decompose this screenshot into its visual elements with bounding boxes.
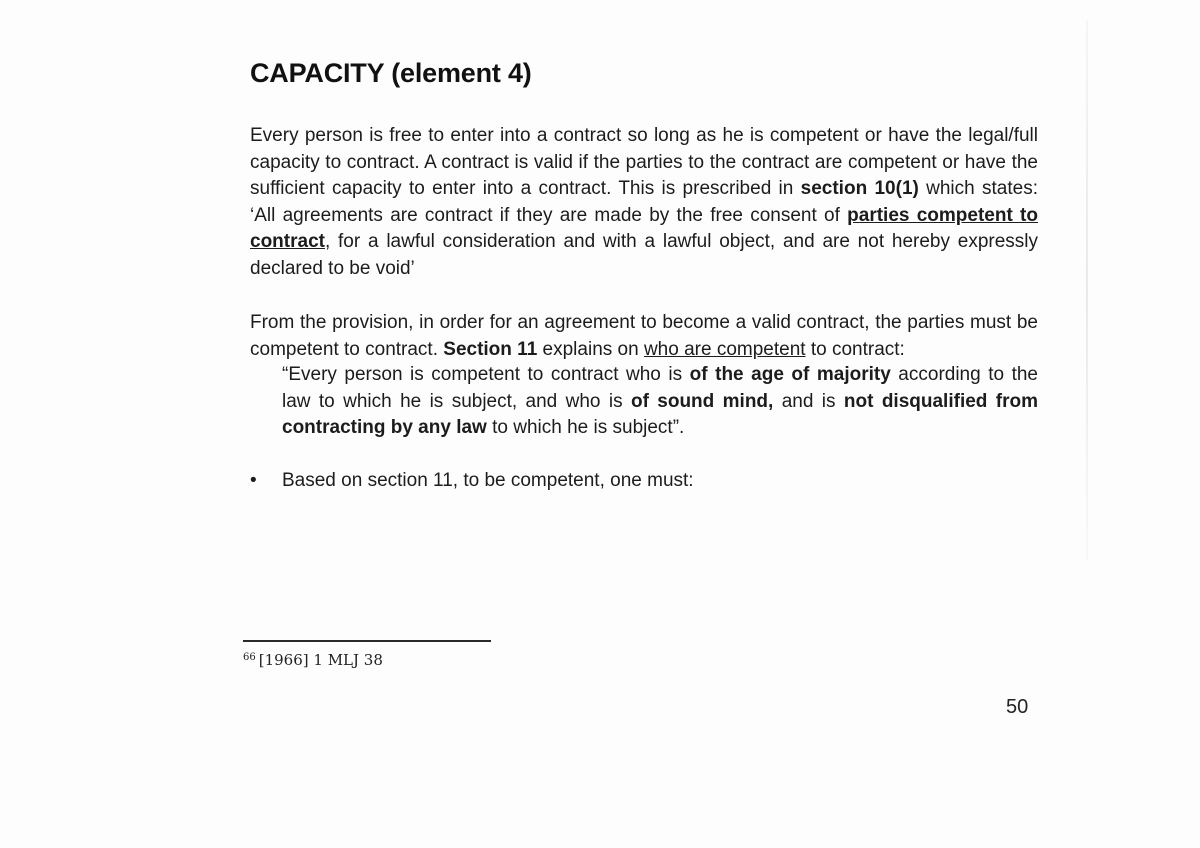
paragraph-text: which states: ‘All agreements are contract if they are made by the free consent of — [250, 178, 1038, 226]
page-heading: CAPACITY (element 4) — [250, 58, 532, 88]
bullet-item — [250, 468, 694, 494]
paragraph-text: explains on — [537, 338, 644, 360]
section-reference: Section 11 — [443, 338, 538, 360]
quote-text: to which he is subject”. — [486, 417, 685, 439]
quote-emphasis: not disqualified from contracting by any law — [282, 390, 1038, 439]
footnote-text: [1966] 1 MLJ 38 — [258, 651, 383, 669]
section-reference: section 10(1) — [800, 178, 919, 200]
quote-emphasis: of sound mind, — [630, 390, 774, 412]
footnote-divider — [243, 640, 491, 642]
footnote-marker: 66 — [243, 652, 256, 663]
bullet-dot-icon: • — [250, 470, 257, 491]
underlined-phrase: parties competent to contract — [250, 204, 1038, 253]
scan-edge-shadow — [1086, 20, 1088, 560]
bullet-text: Based on section 11, to be competent, one must: — [282, 470, 694, 491]
paragraph-text: to contract: — [805, 338, 905, 360]
quote-text: “Every person is competent to contract who is — [282, 364, 690, 385]
paragraph-text: From the provision, in order for an agreement to become a valid contract, the parties must be competent to contract. — [250, 312, 1038, 360]
underlined-phrase: who are competent — [643, 338, 806, 360]
footnote — [243, 651, 383, 669]
page-number: 50 — [1006, 696, 1029, 718]
section-11-quote — [282, 362, 1038, 442]
paragraph-capacity-intro — [250, 123, 1038, 283]
quote-emphasis: of the age of majority — [689, 364, 891, 385]
quote-text: and is — [773, 390, 844, 412]
quote-text: according to the law to which he is subject, and who is — [282, 364, 1038, 412]
paragraph-provision — [250, 310, 1038, 363]
paragraph-text: Every person is free to enter into a contract so long as he is competent or have the legal/full capacity to contract. A contract is valid if the parties to the contract are competent or have the sufficient capacity to enter into a contract. This is prescribed in — [250, 125, 1038, 200]
paragraph-text: , for a lawful consideration and with a lawful object, and are not hereby expressly declared to be void’ — [250, 231, 1038, 279]
